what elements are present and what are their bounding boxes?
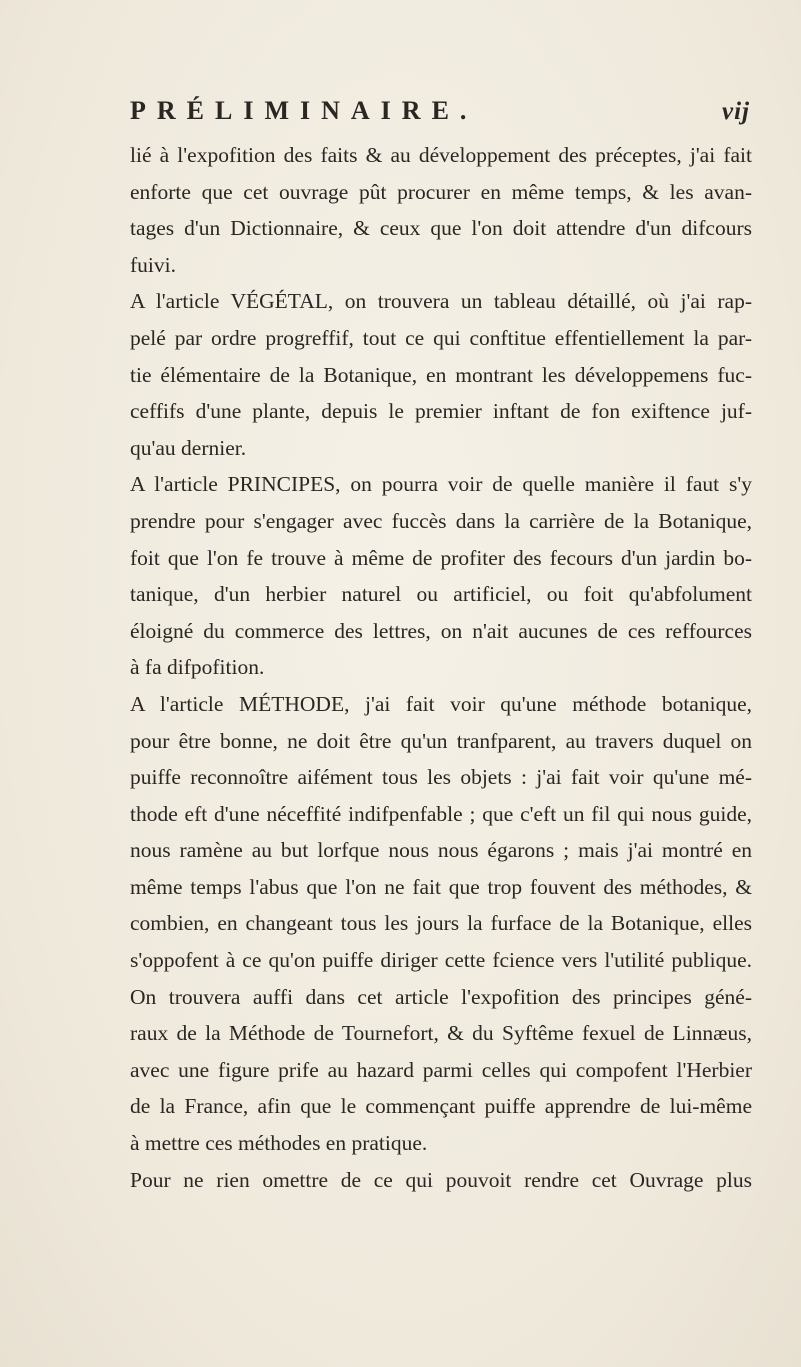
text-line: raux de la Méthode de Tournefort, & du Syftême fexuel de Linnæus, (130, 1021, 752, 1046)
text-line: avec une figure prife au hazard parmi celles qui compofent l'Herbier (130, 1057, 752, 1082)
text-line: nous ramène au but lorfque nous nous égarons ; mais j'ai montré en (130, 838, 752, 863)
text-line: de la France, afin que le commençant puiffe apprendre de lui-même (130, 1094, 752, 1119)
text-line: A l'article PRINCIPES, on pourra voir de quelle manière il faut s'y (130, 472, 752, 497)
text-line: fuivi. (130, 252, 176, 277)
text-line: tages d'un Dictionnaire, & ceux que l'on doit attendre d'un difcours (130, 216, 752, 241)
text-line: éloigné du commerce des lettres, on n'ait aucunes de ces reffources (130, 618, 752, 643)
text-line: prendre pour s'engager avec fuccès dans la carrière de la Botanique, (130, 508, 752, 533)
text-line: puiffe reconnoître aifément tous les objets : j'ai fait voir qu'une mé- (130, 765, 752, 790)
paragraph (130, 466, 752, 686)
page-header (130, 96, 750, 136)
text-line: à fa difpofition. (130, 655, 265, 680)
paragraph (130, 686, 752, 1162)
text-line: enforte que cet ouvrage pût procurer en même temps, & les avan- (130, 179, 752, 204)
text-line: s'oppofent à ce qu'on puiffe diriger cette fcience vers l'utilité publique. (130, 948, 752, 973)
text-line: ceffifs d'une plante, depuis le premier inftant de fon exiftence juf- (130, 399, 752, 424)
text-line: lié à l'expofition des faits & au développement des préceptes, j'ai fait (130, 143, 752, 167)
text-line: combien, en changeant tous les jours la furface de la Botanique, elles (130, 911, 752, 936)
text-line: tanique, d'un herbier naturel ou artificiel, ou foit qu'abfolument (130, 582, 752, 607)
paragraph (130, 137, 752, 283)
text-line: à mettre ces méthodes en pratique. (130, 1131, 428, 1156)
running-head: PRÉLIMINAIRE. (130, 96, 478, 125)
text-line: pour être bonne, ne doit être qu'un tranfparent, au travers duquel on (130, 728, 752, 753)
text-line: pelé par ordre progreffif, tout ce qui conftitue effentiellement la par- (130, 325, 752, 350)
text-line: tie élémentaire de la Botanique, en montrant les développemens fuc- (130, 362, 752, 387)
text-line: même temps l'abus que l'on ne fait que trop fouvent des méthodes, & (130, 874, 752, 899)
paragraph (130, 283, 752, 466)
text-line: A l'article MÉTHODE, j'ai fait voir qu'une méthode botanique, (130, 691, 752, 716)
text-line: Pour ne rien omettre de ce qui pouvoit rendre cet Ouvrage plus (130, 1167, 752, 1192)
text-line: On trouvera auffi dans cet article l'expofition des principes géné- (130, 984, 752, 1009)
text-line: foit que l'on fe trouve à même de profiter des fecours d'un jardin bo- (130, 545, 752, 570)
body-text (130, 137, 752, 1198)
page-number: vij (722, 98, 750, 125)
text-line: thode eft d'une néceffité indifpenfable ; que c'eft un fil qui nous guide, (130, 801, 752, 826)
text-line: A l'article VÉGÉTAL, on trouvera un tableau détaillé, où j'ai rap- (130, 289, 752, 314)
text-line: qu'au dernier. (130, 435, 247, 460)
paragraph (130, 1162, 752, 1199)
